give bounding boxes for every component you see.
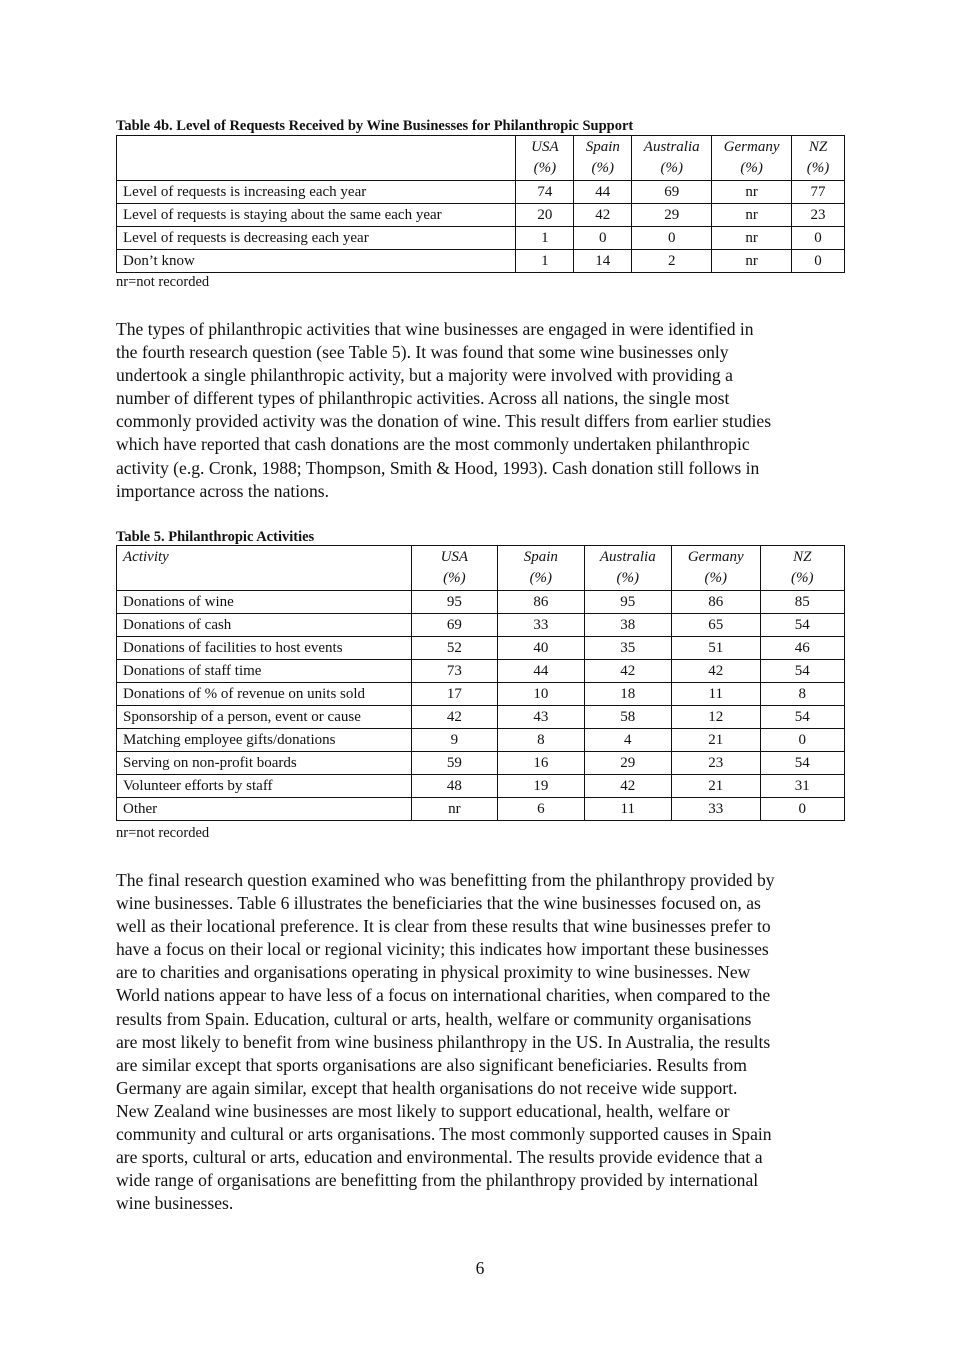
column-header-unit: (%) [660, 160, 683, 176]
column-header-unit: (%) [533, 160, 557, 176]
table-cell: 29 [632, 204, 712, 227]
table-cell: 38 [584, 614, 671, 637]
table-cell: 54 [760, 706, 845, 729]
row-label: Volunteer efforts by staff [117, 775, 412, 798]
table-cell: 86 [672, 591, 760, 614]
table-cell: 2 [632, 250, 712, 273]
table-cell: 74 [516, 181, 574, 204]
table-row [117, 614, 845, 637]
table-cell: 0 [792, 227, 845, 250]
table-cell: 23 [792, 204, 845, 227]
column-header-name: Australia [643, 139, 700, 155]
text-line: Germany are again similar, except that health organisations do not receive wide support. [116, 1077, 738, 1098]
table-header-row [117, 136, 845, 181]
table-cell: nr [712, 227, 792, 250]
table-cell: nr [712, 181, 792, 204]
table-4b-note: nr=not recorded [116, 274, 210, 290]
table-row [117, 181, 845, 204]
table-cell: 1 [516, 227, 574, 250]
table-row [117, 660, 845, 683]
text-line: are most likely to benefit from wine business philanthropy in the US. In Australia, the results [116, 1031, 771, 1052]
text-line: have a focus on their local or regional vicinity; this indicates how important these businesses [116, 939, 769, 960]
table-cell: 52 [411, 637, 497, 660]
table-cell: 59 [411, 752, 497, 775]
column-header-name: USA [440, 549, 469, 565]
table-cell: 40 [498, 637, 584, 660]
table-cell: 0 [632, 227, 712, 250]
table-cell: 73 [411, 660, 497, 683]
table-cell: 9 [411, 729, 497, 752]
table-row [117, 752, 845, 775]
table-cell: 17 [411, 683, 497, 706]
table-cell: nr [712, 204, 792, 227]
row-label: Don’t know [117, 250, 516, 273]
column-header-name: Spain [523, 549, 558, 565]
table-cell: 0 [792, 250, 845, 273]
table-cell: 33 [672, 798, 760, 821]
table-cell: 69 [411, 614, 497, 637]
text-line: The types of philanthropic activities that wine businesses are engaged in were identified in [116, 319, 754, 339]
column-header [760, 546, 845, 591]
table-cell: 86 [498, 591, 584, 614]
column-header-name: Australia [599, 549, 656, 565]
table-cell: 69 [632, 181, 712, 204]
text-line: community and cultural or arts organisations. The most commonly supported causes in Spain [116, 1124, 772, 1145]
column-header [672, 546, 760, 591]
row-label: Level of requests is decreasing each year [117, 227, 516, 250]
table-5 [116, 545, 845, 821]
column-header [792, 136, 845, 181]
column-header [411, 546, 497, 591]
table-cell: 58 [584, 706, 671, 729]
row-label: Donations of wine [117, 591, 412, 614]
text-line: wide range of organisations are benefitting from the philanthropy provided by international [116, 1170, 759, 1191]
table-cell: 42 [672, 660, 760, 683]
table-cell: 43 [498, 706, 584, 729]
paragraph-table5-intro [116, 318, 846, 503]
table-cell: 65 [672, 614, 760, 637]
table-4b [116, 135, 845, 273]
table-cell: 42 [574, 204, 632, 227]
table-cell: 0 [574, 227, 632, 250]
text-line: wine businesses. Table 6 illustrates the beneficiaries that the wine businesses focused on, as [116, 893, 761, 914]
text-line: are sports, cultural or arts, education and environmental. The results provide evidence that a [116, 1147, 763, 1168]
table-cell: 21 [672, 775, 760, 798]
table-cell: 0 [760, 729, 845, 752]
column-header-unit: (%) [591, 160, 615, 176]
row-label: Donations of % of revenue on units sold [117, 683, 412, 706]
table-cell: 44 [574, 181, 632, 204]
column-header-unit: (%) [529, 570, 553, 586]
table-row [117, 798, 845, 821]
text-line: undertook a single philanthropic activity, but a majority were involved with providing a [116, 365, 733, 386]
table-cell: 54 [760, 614, 845, 637]
table-cell: 10 [498, 683, 584, 706]
text-line: The final research question examined who was benefitting from the philanthropy provided by [116, 870, 775, 890]
table-cell: 0 [760, 798, 845, 821]
row-label: Donations of facilities to host events [117, 637, 412, 660]
page-number: 6 [475, 1258, 485, 1278]
table-row [117, 204, 845, 227]
text-line: the fourth research question (see Table 5). It was found that some wine businesses only [116, 342, 729, 363]
column-header-name: Spain [585, 139, 620, 155]
table-row [117, 729, 845, 752]
text-line: New Zealand wine businesses are most likely to support educational, health, welfare or [116, 1100, 730, 1121]
column-header [574, 136, 632, 181]
table-cell: 8 [760, 683, 845, 706]
paragraph-beneficiaries [116, 869, 846, 1215]
text-line: wine businesses. [116, 1193, 234, 1214]
table-cell: 48 [411, 775, 497, 798]
column-header-unit: (%) [740, 160, 763, 176]
column-header [498, 546, 584, 591]
table-cell: 8 [498, 729, 584, 752]
table-cell: 95 [584, 591, 671, 614]
row-label: Donations of cash [117, 614, 412, 637]
column-header-name: USA [531, 139, 559, 155]
table-cell: 18 [584, 683, 671, 706]
table-header-row [117, 546, 845, 591]
text-line: number of different types of philanthropic activities. Across all nations, the single most [116, 388, 730, 409]
text-line: results from Spain. Education, cultural or arts, health, welfare or community organisations [116, 1008, 752, 1029]
table-row [117, 706, 845, 729]
table-5-caption: Table 5. Philanthropic Activities [116, 529, 315, 545]
table-5-note: nr=not recorded [116, 825, 210, 841]
table-cell: 33 [498, 614, 584, 637]
column-header-name: NZ [793, 549, 812, 565]
row-label: Level of requests is increasing each year [117, 181, 516, 204]
column-header-unit: (%) [443, 570, 466, 586]
column-header [632, 136, 712, 181]
text-line: importance across the nations. [116, 480, 330, 501]
table-cell: 51 [672, 637, 760, 660]
table-cell: 42 [584, 660, 671, 683]
column-header-unit: (%) [616, 570, 640, 586]
column-header-label [117, 136, 516, 181]
table-cell: 31 [760, 775, 845, 798]
table-cell: 6 [498, 798, 584, 821]
row-label: Donations of staff time [117, 660, 412, 683]
table-cell: 54 [760, 752, 845, 775]
text-line: well as their locational preference. It is clear from these results that wine businesses prefer to [116, 916, 771, 937]
table-4b-caption: Table 4b. Level of Requests Received by Wine Businesses for Philanthropic Support [116, 118, 634, 134]
table-cell: nr [411, 798, 497, 821]
table-row [117, 637, 845, 660]
table-cell: 44 [498, 660, 584, 683]
table-row [117, 775, 845, 798]
text-line: are similar except that sports organisations are also significant beneficiaries. Results from [116, 1054, 747, 1075]
column-header-name: Germany [723, 139, 780, 155]
table-row [117, 227, 845, 250]
column-header-unit: (%) [806, 160, 830, 176]
table-cell: 29 [584, 752, 671, 775]
table-cell: 95 [411, 591, 497, 614]
table-cell: 20 [516, 204, 574, 227]
column-header [516, 136, 574, 181]
table-cell: nr [712, 250, 792, 273]
text-line: commonly provided activity was the donation of wine. This result differs from earlier studies [116, 411, 772, 432]
table-cell: 1 [516, 250, 574, 273]
table-cell: 19 [498, 775, 584, 798]
table-cell: 46 [760, 637, 845, 660]
table-cell: 42 [584, 775, 671, 798]
column-header-name: NZ [808, 139, 828, 155]
column-header [584, 546, 671, 591]
text-line: World nations appear to have less of a focus on international charities, when compared to the [116, 985, 771, 1006]
table-cell: 12 [672, 706, 760, 729]
text-line: are to charities and organisations operating in physical proximity to wine businesses. New [116, 962, 751, 983]
row-label: Other [117, 798, 412, 821]
row-label: Serving on non-profit boards [117, 752, 412, 775]
table-cell: 14 [574, 250, 632, 273]
table-cell: 21 [672, 729, 760, 752]
table-cell: 4 [584, 729, 671, 752]
row-label: Matching employee gifts/donations [117, 729, 412, 752]
text-line: activity (e.g. Cronk, 1988; Thompson, Smith & Hood, 1993). Cash donation still follows in [116, 457, 760, 478]
row-label: Sponsorship of a person, event or cause [117, 706, 412, 729]
row-label: Level of requests is staying about the same each year [117, 204, 516, 227]
table-row [117, 591, 845, 614]
column-header-name: Germany [687, 549, 744, 565]
table-cell: 11 [584, 798, 671, 821]
table-cell: 35 [584, 637, 671, 660]
table-cell: 85 [760, 591, 845, 614]
table-row [117, 250, 845, 273]
table-row [117, 683, 845, 706]
column-header-unit: (%) [791, 570, 814, 586]
column-header-label: Activity [117, 546, 412, 591]
table-cell: 42 [411, 706, 497, 729]
table-cell: 77 [792, 181, 845, 204]
column-header [712, 136, 792, 181]
table-cell: 11 [672, 683, 760, 706]
text-line: which have reported that cash donations are the most commonly undertaken philanthropic [116, 434, 750, 455]
column-header-unit: (%) [704, 570, 727, 586]
table-cell: 16 [498, 752, 584, 775]
table-cell: 23 [672, 752, 760, 775]
table-cell: 54 [760, 660, 845, 683]
